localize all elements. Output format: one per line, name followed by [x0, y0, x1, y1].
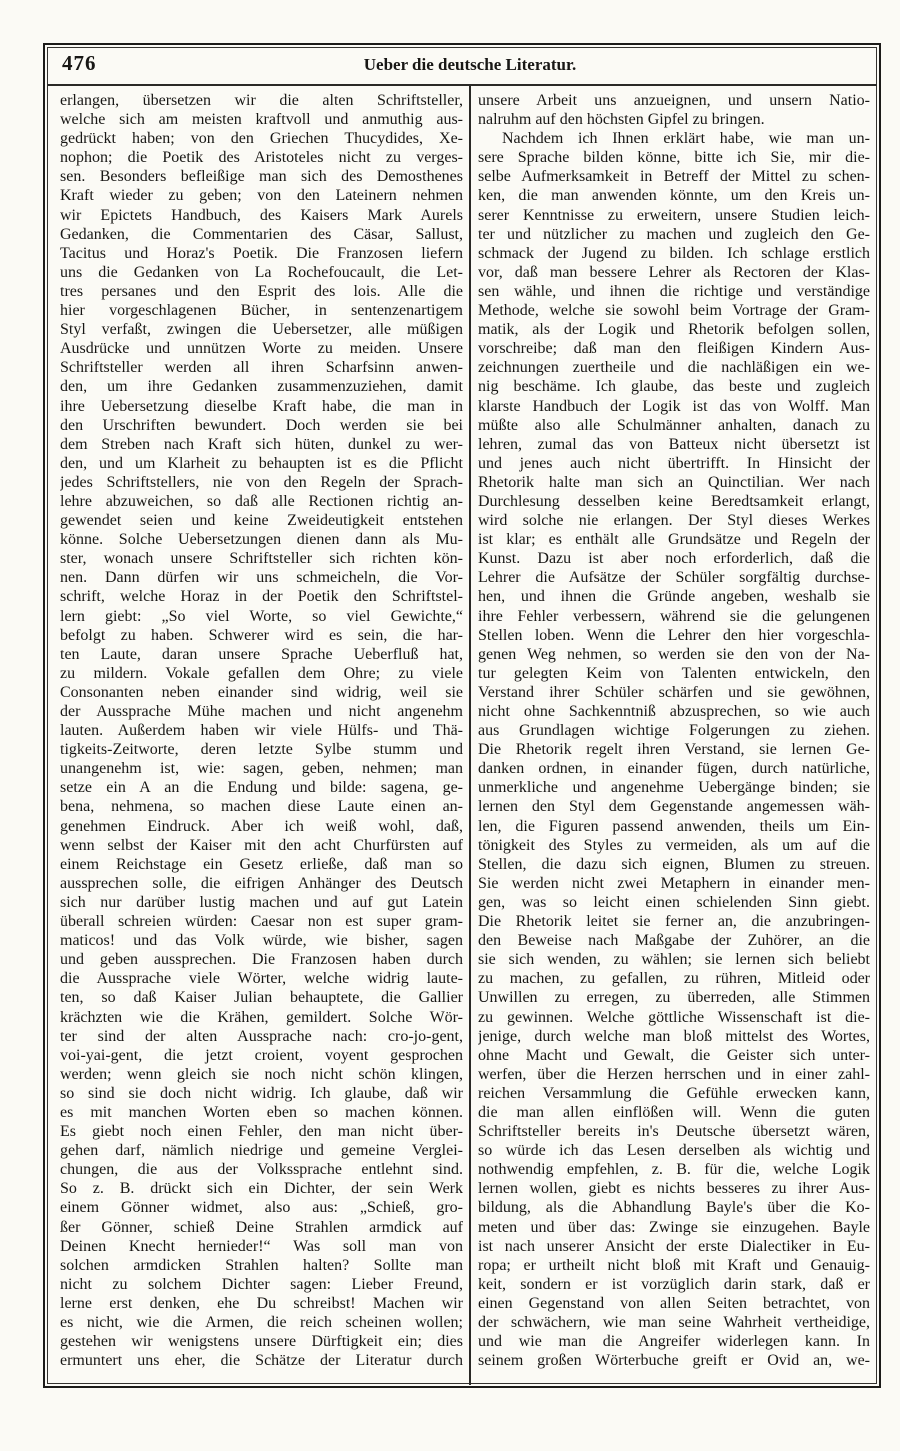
column-divider [469, 85, 471, 1385]
text-line: den Beweise nach Maßgabe der Zuhörer, an die [478, 932, 870, 950]
text-line: Deinen Knecht hernieder!“ Was soll man von [60, 1237, 463, 1255]
text-line: gehen darf, nämlich niedrige und gemeine Verglei- [60, 1142, 463, 1160]
text-line: bena, nehmena, so machen diese Laute einen an- [60, 798, 463, 816]
text-line: ten, so daß Kaiser Julian behauptete, die Gallier [60, 989, 463, 1007]
text-line: Es giebt noch einen Fehler, den man nicht über- [60, 1123, 463, 1141]
text-line: hen, und ihnen die Gründe angeben, weshalb sie [478, 588, 870, 606]
text-line: Unwillen zu erregen, zu überreden, alle Stimmen [478, 989, 870, 1007]
text-line: einen Gegenstand von allen Seiten betrachtet, von [478, 1294, 870, 1312]
text-line: wird solche nie erlangen. Der Styl dieses Werkes [478, 512, 870, 530]
text-line: krächzten wie die Krähen, gemildert. Solche Wör- [60, 1008, 463, 1026]
text-line: Die Rhetorik leitet sie ferner an, die anzubringen- [478, 913, 870, 931]
text-line: nicht ohne Sachkenntniß abzusprechen, so wie auch [478, 703, 870, 720]
text-line: Stellen loben. Wenn die Lehrer den hier vorgeschla- [478, 626, 870, 644]
running-title: Ueber die deutsche Literatur. [363, 55, 577, 74]
text-line: nen. Dann dürfen wir uns schmeicheln, die Vor- [60, 569, 463, 587]
text-line: gedrückt haben; von den Griechen Thucydides, Xe- [60, 130, 463, 148]
text-line: lernen den Styl dem Gegenstande angemessen wäh- [478, 798, 870, 816]
text-line: nig beschäme. Ich glaube, das beste und zugleich [478, 378, 870, 396]
text-line: bildung, als die Abhandlung Bayle's über die Ko- [478, 1199, 870, 1217]
text-line: Tacitus und Horaz's Poetik. Die Franzosen liefern [60, 244, 463, 262]
text-line: ter und nützlicher zu machen und zugleich den Ge- [478, 225, 870, 243]
text-line: tigkeits-Zeitworte, deren letzte Sylbe stumm und [60, 741, 463, 759]
text-line: ster, wonach unsere Schriftsteller sich richten kön- [60, 550, 463, 568]
text-line: So z. B. drückt sich ein Dichter, der sein Werk [60, 1180, 463, 1198]
text-line: unangenehm ist, wie: sagen, geben, nehmen; man [60, 760, 463, 778]
text-line: Consonanten neben einander sind widrig, weil sie [60, 683, 463, 701]
text-line: vor, daß man bessere Lehrer als Rectoren der Klas- [478, 263, 870, 281]
text-line: reichen Versammlung die Gefühle erwecken kann, [478, 1084, 870, 1102]
text-line: len, die Figuren passend anwenden, theils um Ein- [478, 817, 870, 835]
text-line: so würde ich das Lesen derselben als wichtig und [478, 1142, 870, 1160]
text-line: einem Gönner widmet, also aus: „Schieß, gro- [60, 1199, 463, 1217]
right-column [478, 91, 870, 1370]
text-line: lern giebt: „So viel Worte, so viel Gewichte,“ [60, 607, 463, 625]
text-line: schrift, welche Horaz in der Poetik den Schriftstel- [60, 588, 463, 606]
text-line: lehren, zumal das von Batteux nicht übersetzt ist [478, 435, 870, 453]
text-line: maticos! und das Volk würde, wie bisher, sagen [60, 932, 463, 950]
text-line: ken, die man anwenden könnte, um den Kreis un- [478, 187, 870, 205]
text-line: wir Epictets Handbuch, des Kaisers Mark Aurels [60, 206, 463, 224]
text-line: Kunst. Dazu ist aber noch erforderlich, daß die [478, 550, 870, 568]
text-line: genen Weg nehmen, so werden sie den von der Na- [478, 645, 870, 663]
text-line: überall schreien würden: Caesar non est super gram- [60, 913, 463, 931]
text-line: den, und um Klarheit zu behaupten ist es die Pflicht [60, 454, 463, 472]
text-line: werfen, über die Herzen herrschen und in einer zahl- [478, 1065, 870, 1083]
text-line: Sie werden nicht zwei Metaphern in einander men- [478, 874, 870, 892]
text-line: Verstand ihrer Schüler schärfen und sie gewöhnen, [478, 683, 870, 701]
text-line: so sind sie doch nicht widrig. Ich glaube, daß wir [60, 1084, 463, 1102]
text-line: genehmen Eindruck. Aber ich weiß wohl, daß, [60, 817, 463, 835]
text-line: voi-yai-gent, die jetzt croient, voyent gesprochen [60, 1046, 463, 1064]
text-line: es nicht, wie die Armen, die reich scheinen wollen; [60, 1314, 463, 1331]
text-line: und wie man die Angreifer widerlegen kann. In [478, 1333, 870, 1351]
text-line: welche sich am meisten kraftvoll und anmuthig aus- [60, 111, 463, 129]
text-line: setze ein A an die Endung und bilde: sagena, ge- [60, 779, 463, 797]
text-line: erlangen, übersetzen wir die alten Schriftsteller, [60, 92, 463, 109]
text-line: zu gewinnen. Welche göttliche Wissenschaft ist die- [478, 1008, 870, 1026]
text-line: Durchlesung desselben keine Beredtsamkeit erlangt, [478, 492, 870, 510]
text-line: Ausdrücke und unnützen Worte zu meiden. Unsere [60, 340, 463, 358]
text-line: einem Reichstage ein Gesetz erließe, daß man so [60, 855, 463, 873]
text-line: nophon; die Poetik des Aristoteles nicht zu verges- [60, 149, 463, 167]
text-line: sere Sprache bilden könne, bitte ich Sie, mir die- [478, 149, 870, 167]
text-line: den, um ihre Gedanken zusammenzuziehen, damit [60, 378, 463, 396]
text-line: die Aussprache viele Wörter, welche widrig laute- [60, 970, 463, 988]
text-line: sen wähle, und ihnen die richtige und verständige [478, 282, 870, 300]
text-line: keit, sondern er ist vorzüglich darin stark, daß er [478, 1275, 870, 1293]
text-line: und geben aussprechen. Die Franzosen haben durch [60, 951, 463, 969]
text-line: nicht zu solchem Dichter sagen: Lieber Freund, [60, 1275, 463, 1293]
text-line: ten Laute, daran unsere Sprache Ueberfluß hat, [60, 645, 463, 663]
text-line: jenige, durch welche man bloß mittelst des Wortes, [478, 1027, 870, 1045]
text-line: ter sind der alten Aussprache nach: cro-jo-gent, [60, 1027, 463, 1045]
text-line: Lehrer die Aufsätze der Schüler sorgfältig durchse- [478, 569, 870, 587]
text-line: nalruhm auf den höchsten Gipfel zu bringen. [478, 111, 765, 129]
text-line: aussprechen solle, die eifrigen Anhänger des Deutsch [60, 874, 463, 892]
text-line: klarste Handbuch der Logik ist das von Wolff. Man [478, 397, 870, 415]
text-line: lehre abzuweichen, so daß alle Rectionen richtig an- [60, 492, 463, 510]
text-line: es mit manchen Worten eben so machen können. [60, 1103, 463, 1121]
text-line: dem Streben nach Kraft sich hüten, dunkel zu wer- [60, 435, 463, 453]
text-line: vorschreibe; daß man den fleißigen Kindern Aus- [478, 340, 870, 358]
text-line: jedes Schriftstellers, nie von den Regeln der Sprach- [60, 473, 463, 491]
text-line: ihre Uebersetzung dieselbe Kraft habe, die man in [60, 397, 463, 415]
text-line: der Aussprache Mühe machen und nicht angenehm [60, 703, 463, 720]
text-line: ihre Fehler verbessern, während sie die gelungenen [478, 607, 870, 625]
text-line: ohne Macht und Gewalt, die Geister sich unter- [478, 1046, 870, 1064]
left-column [60, 91, 463, 1370]
text-line: ist nach unserer Ansicht der erste Dialectiker in Eu- [478, 1237, 870, 1255]
text-line: matik, als der Logik und Rhetorik befolgen sollen, [478, 321, 870, 339]
text-line: zu machen, zu gefallen, zu rühren, Mitleid oder [478, 970, 870, 988]
text-line: unmerkliche und angenehme Uebergänge binden; sie [478, 779, 870, 797]
text-line: uns die Gedanken von La Rochefoucault, die Let- [60, 263, 463, 281]
text-line: chungen, die aus der Volkssprache entlehnt sind. [60, 1161, 463, 1179]
text-line: den Urschriften bewundert. Doch werden sie bei [60, 416, 463, 434]
text-line: Schriftsteller bereits in's Deutsche übersetzt wären, [478, 1123, 870, 1141]
text-line: zu mildern. Vokale gefallen dem Ohre; zu viele [60, 664, 463, 682]
text-line: müßte also alle Schulmänner anhalten, danach zu [478, 416, 870, 434]
page-number: 476 [62, 51, 97, 75]
text-line: zeichnungen zuertheile und die nachläßigen ein we- [478, 359, 870, 377]
text-line: und jenes auch nicht übertrifft. In Hinsicht der [478, 454, 870, 472]
text-line: sen. Besonders befleißige man sich des Demosthenes [60, 168, 463, 186]
text-line: ermuntert uns eher, die Schätze der Literatur durch [60, 1352, 463, 1370]
text-line: könne. Solche Uebersetzungen dienen dann als Mu- [60, 531, 463, 549]
text-line: unsere Arbeit uns anzueignen, und unsern Natio- [478, 92, 870, 109]
text-line: ist klar; es enthält alle Grundsätze und Regeln der [478, 531, 870, 549]
text-line: sich nur darüber lustig machen und auf gut Latein [60, 893, 463, 911]
text-line: befolgt zu haben. Schwerer wird es sein, die har- [60, 626, 463, 644]
text-line: tönigkeit des Styles zu vermeiden, als um auf die [478, 836, 870, 854]
text-line: seinem großen Wörterbuche greift er Ovid an, we- [478, 1352, 870, 1370]
text-line: tres persanes und den Esprit des lois. Alle die [60, 282, 463, 300]
text-line: ßer Gönner, schieß Deine Strahlen armdick auf [60, 1218, 463, 1236]
text-line: Die Rhetorik regelt ihren Verstand, sie lernen Ge- [478, 741, 870, 759]
text-line: schmack der Jugend zu bilden. Ich schlage erstlich [478, 244, 870, 262]
text-line: Kraft wieder zu geben; von den Lateinern nehmen [60, 187, 463, 205]
text-line: Stellen, die dazu sich eignen, Blumen zu streuen. [478, 855, 870, 873]
text-line: danken ordnen, in einander fügen, durch natürliche, [478, 760, 870, 778]
text-line: Schriftsteller werden all ihren Scharfsinn anwen- [60, 359, 463, 377]
text-line: wenn selbst der Kaiser mit den acht Churfürsten auf [60, 836, 463, 854]
text-line: die man allen einflößen will. Wenn die guten [478, 1103, 870, 1121]
text-line: ropa; er urtheilt nicht bloß mit Kraft und Genauig- [478, 1256, 870, 1274]
text-line: lerne erst denken, ehe Du schreibst! Machen wir [60, 1294, 463, 1312]
text-line: lernen wollen, giebt es nichts besseres zu ihrer Aus- [478, 1180, 870, 1198]
text-line: gewendet seien und keine Zweideutigkeit entstehen [60, 512, 463, 530]
text-line: der schwächern, wie man seine Wahrheit vertheidige, [478, 1314, 870, 1331]
text-line: Methode, welche sie sowohl beim Vortrage der Gram- [478, 302, 870, 320]
text-line: hier vorgeschlagenen Bücher, in sentenzenartigem [60, 302, 463, 320]
text-line: solchen armdicken Strahlen halten? Sollte man [60, 1256, 463, 1274]
text-line: aus Grundlagen wichtige Folgerungen zu ziehen. [478, 722, 870, 740]
text-line: nothwendig empfehlen, z. B. für die, welche Logik [478, 1161, 870, 1179]
text-line: gen, was so leicht einen schielenden Sinn giebt. [478, 893, 870, 911]
text-line: tur gelegten Keim von Talenten entwickeln, den [478, 664, 870, 682]
text-line: Styl verfaßt, zwingen die Uebersetzer, alle müßigen [60, 321, 463, 339]
text-line: serer Kenntnisse zu erweitern, unsere Studien leich- [478, 206, 870, 224]
text-line: Rhetorik halte man sich an Quinctilian. Wer nach [478, 473, 870, 491]
text-line: gestehen wir wenigstens unsere Dürftigkeit ein; dies [60, 1333, 463, 1351]
header-rule [47, 84, 877, 86]
text-line: sie sich wenden, zu wählen; sie lernen sich beliebt [478, 951, 870, 969]
text-line: werden; wenn gleich sie noch nicht schön klingen, [60, 1065, 463, 1083]
text-line: selbe Aufmerksamkeit in Betreff der Mittel zu schen- [478, 168, 870, 186]
text-line: lauten. Außerdem haben wir viele Hülfs- und Thä- [60, 722, 463, 740]
text-line: Gedanken, die Commentarien des Cäsar, Sallust, [60, 225, 463, 243]
text-line: meten und über das: Zwinge sie einzugehen. Bayle [478, 1218, 870, 1236]
text-line: Nachdem ich Ihnen erklärt habe, wie man un- [502, 130, 870, 148]
